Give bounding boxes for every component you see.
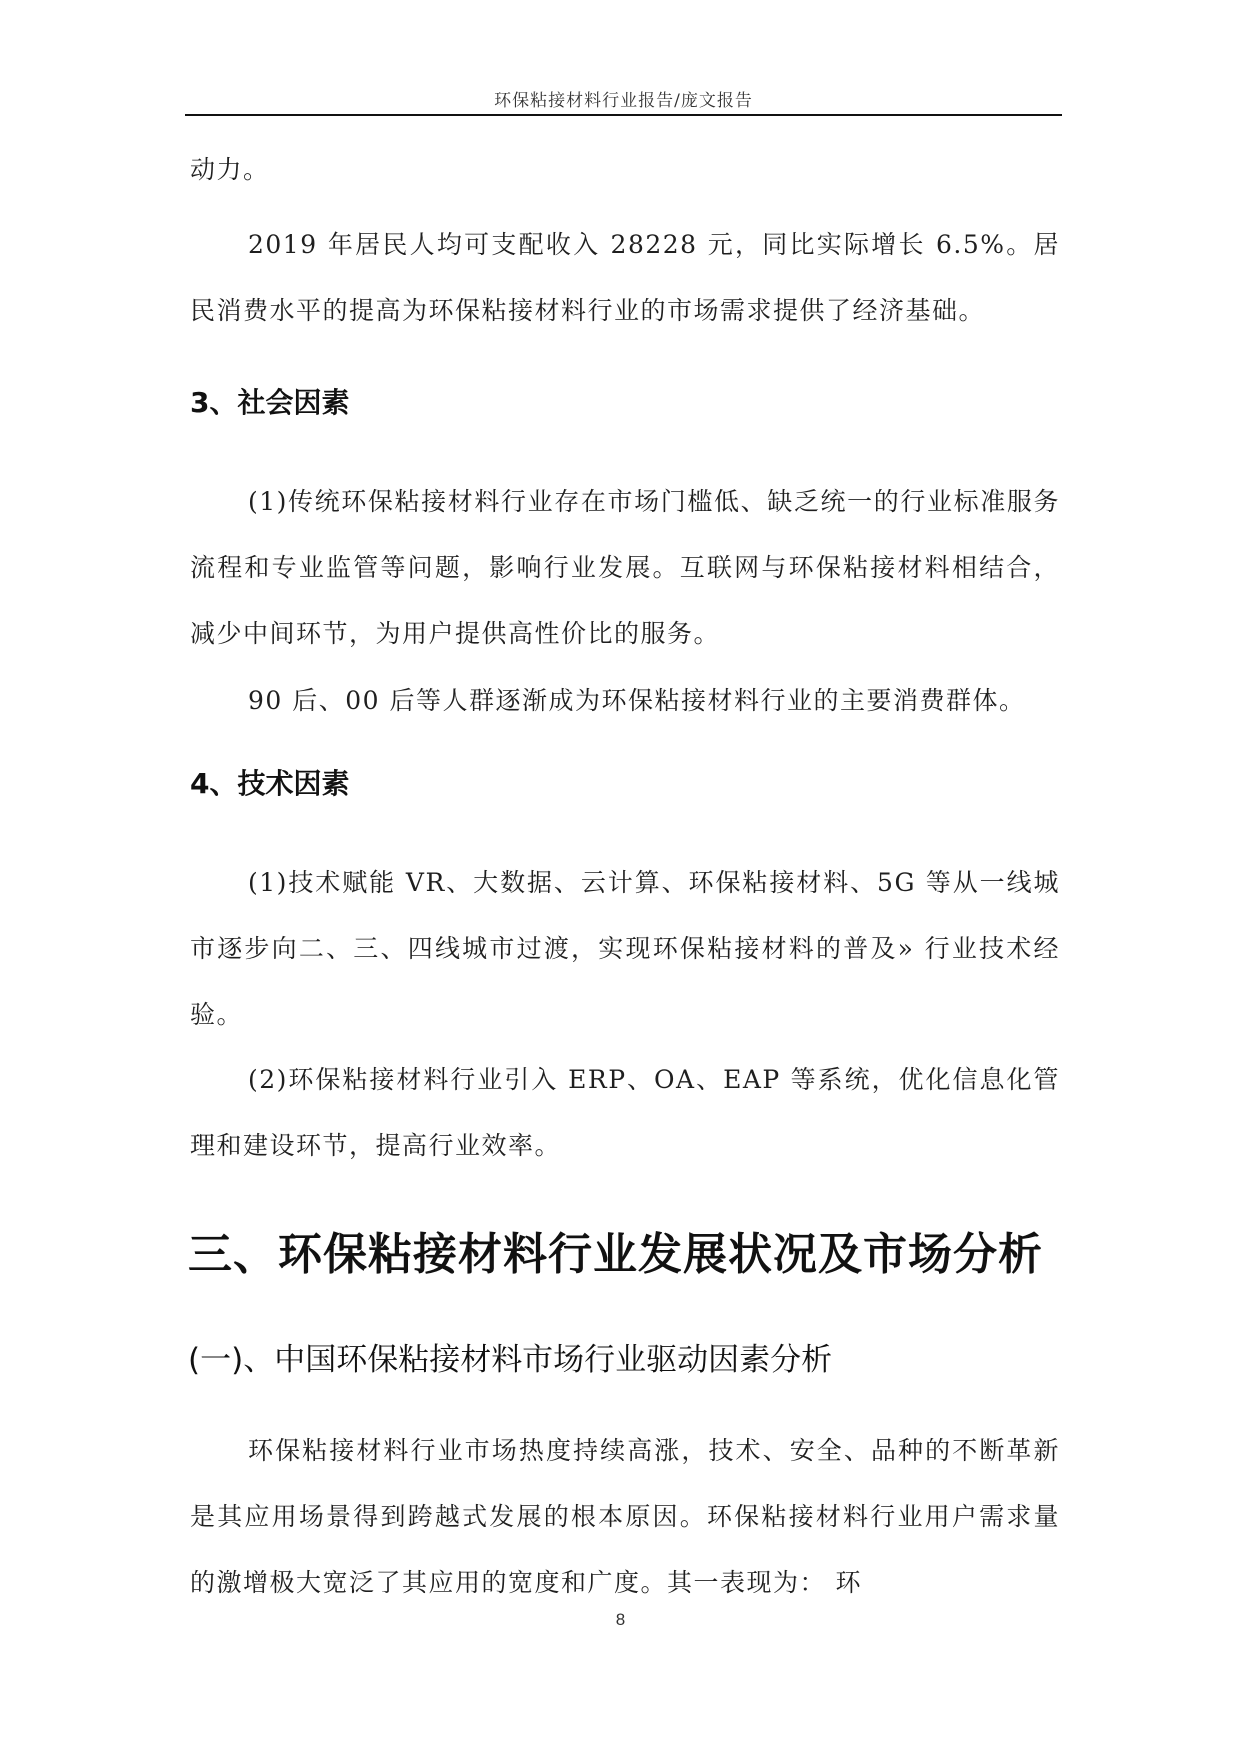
heading-tech-factors: 4、技术因素 bbox=[190, 767, 350, 800]
paragraph-social-2: 90 后、00 后等人群逐渐成为环保粘接材料行业的主要消费群体。 bbox=[248, 686, 1026, 715]
paragraph-income: 2019 年居民人均可支配收入 28228 元，同比实际增长 6.5%。居民消费水平的提高为环保粘接材料行业的市场需求提供了经济基础。 bbox=[190, 230, 1060, 325]
paragraph-continuation: 动力。 bbox=[190, 155, 270, 184]
section-heading: 三、环保粘接材料行业发展状况及市场分析 bbox=[188, 1229, 1043, 1280]
paragraph-tech-1: (1)技术赋能 VR、大数据、云计算、环保粘接材料、5G 等从一线城市逐步向二、三、四线城市过渡，实现环保粘接材料的普及» 行业技术经验。 bbox=[190, 868, 1060, 1029]
subsection-heading: (一)、中国环保粘接材料市场行业驱动因素分析 bbox=[188, 1342, 833, 1378]
running-header: 环保粘接材料行业报告/庞文报告 bbox=[494, 91, 753, 111]
paragraph-drivers: 环保粘接材料行业市场热度持续高涨，技术、安全、品种的不断革新是其应用场景得到跨越式发展的根本原因。环保粘接材料行业用户需求量的激增极大宽泛了其应用的宽度和广度。其一表现为： 环 bbox=[190, 1436, 1060, 1597]
page-number: 8 bbox=[615, 1610, 626, 1629]
paragraph-social-1: (1)传统环保粘接材料行业存在市场门槛低、缺乏统一的行业标准服务流程和专业监管等问题，影响行业发展。互联网与环保粘接材料相结合，减少中间环节，为用户提供高性价比的服务。 bbox=[190, 487, 1060, 648]
heading-social-factors: 3、社会因素 bbox=[190, 386, 350, 419]
header-rule bbox=[185, 114, 1062, 116]
paragraph-tech-2: (2)环保粘接材料行业引入 ERP、OA、EAP 等系统，优化信息化管理和建设环节，提高行业效率。 bbox=[190, 1065, 1060, 1160]
